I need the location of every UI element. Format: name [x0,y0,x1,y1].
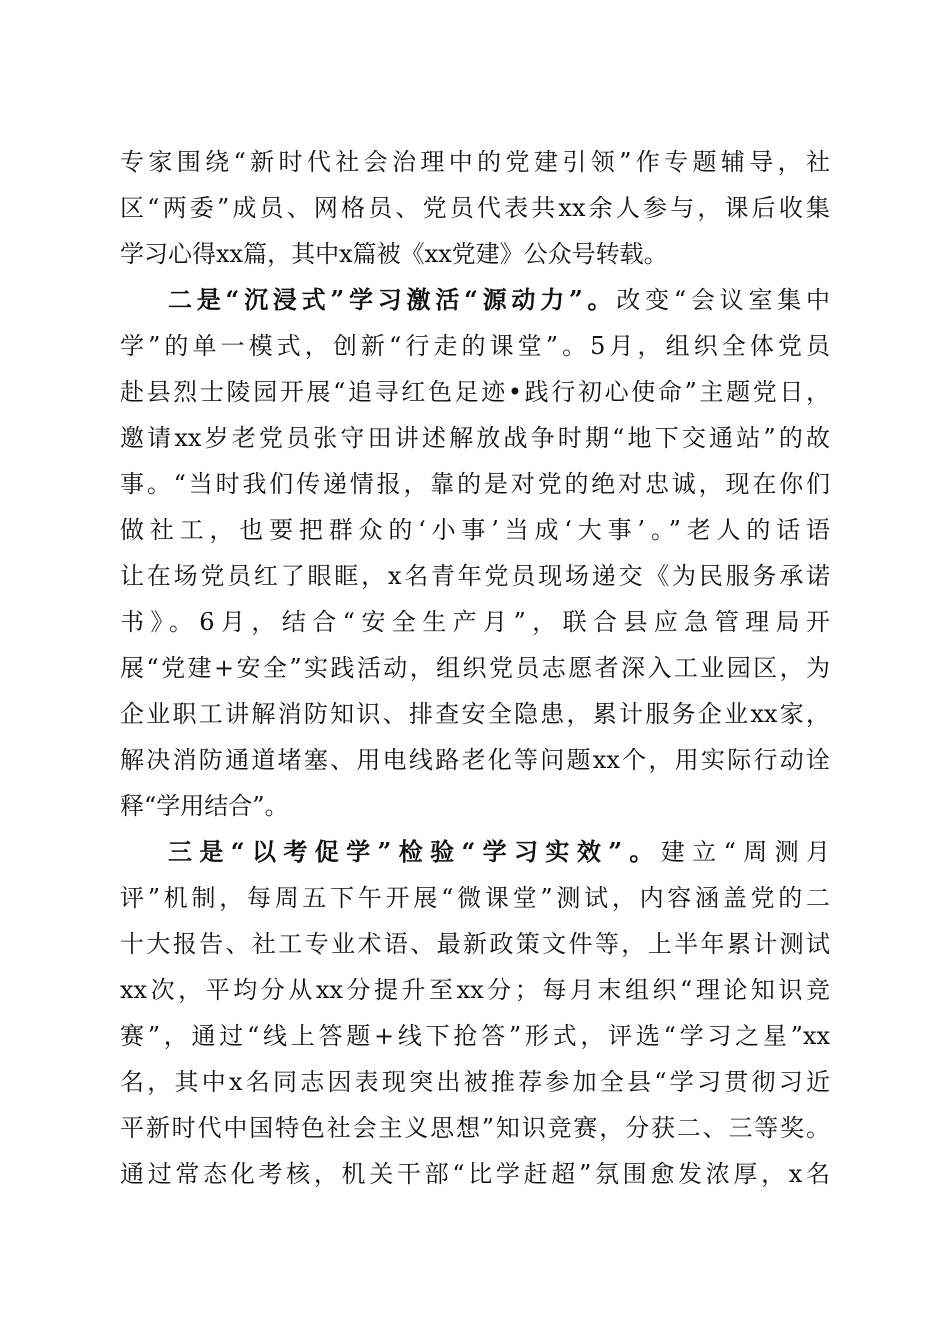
text-line: 书》。6月，结合“安全生产月”，联合县应急管理局开 [120,608,830,636]
paragraph-three-heading: 三是“以考促学”检验“学习实效”。 [168,837,661,866]
text-line: 平新时代中国特色社会主义思想”知识竞赛，分获二、三等奖。 [120,1114,830,1142]
paragraph-three-first-line-rest: 建立“周测月 [660,838,830,866]
text-line: 赴县烈士陵园开展“追寻红色足迹•践行初心使命”主题党日， [120,378,830,406]
text-line: 学”的单一模式，创新“行走的课堂”。5月，组织全体党员 [120,332,830,360]
paragraph-two-first-line-rest: 改变“会议室集中 [616,286,830,314]
paragraph-two-first-line [168,284,830,316]
paragraph-two-heading: 二是“沉浸式”学习激活“源动力”。 [168,285,617,314]
paragraph-three-first-line [168,836,830,868]
text-line: 十大报告、社工专业术语、最新政策文件等，上半年累计测试 [120,930,830,958]
text-line: xx次，平均分从xx分提升至xx分；每月末组织“理论知识竞 [120,976,830,1004]
text-line: 释“学用结合”。 [120,792,289,820]
text-line: 解决消防通道堵塞、用电线路老化等问题xx个，用实际行动诠 [120,746,830,774]
text-line: 让在场党员红了眼眶，x名青年党员现场递交《为民服务承诺 [120,562,830,590]
text-line: 评”机制，每周五下午开展“微课堂”测试，内容涵盖党的二 [120,884,830,912]
text-line: 通过常态化考核，机关干部“比学赶超”氛围愈发浓厚，x名 [120,1160,830,1188]
text-line: 区“两委”成员、网格员、党员代表共xx余人参与，课后收集 [120,194,830,222]
text-line: 名，其中x名同志因表现突出被推荐参加全县“学习贯彻习近 [120,1068,830,1096]
text-line: 赛”，通过“线上答题+线下抢答”形式，评选“学习之星”xx [120,1022,830,1050]
text-line: 专家围绕“新时代社会治理中的党建引领”作专题辅导，社 [120,148,830,176]
text-line: 企业职工讲解消防知识、排查安全隐患，累计服务企业xx家， [120,700,830,728]
text-line: 事。“当时我们传递情报，靠的是对党的绝对忠诚，现在你们 [120,470,830,498]
text-line: 邀请xx岁老党员张守田讲述解放战争时期“地下交通站”的故 [120,424,830,452]
text-line: 做社工，也要把群众的‘小事’当成‘大事’。”老人的话语 [120,516,830,544]
text-line: 展“党建+安全”实践活动，组织党员志愿者深入工业园区，为 [120,654,830,682]
text-line: 学习心得xx篇，其中x篇被《xx党建》公众号转载。 [120,240,668,268]
